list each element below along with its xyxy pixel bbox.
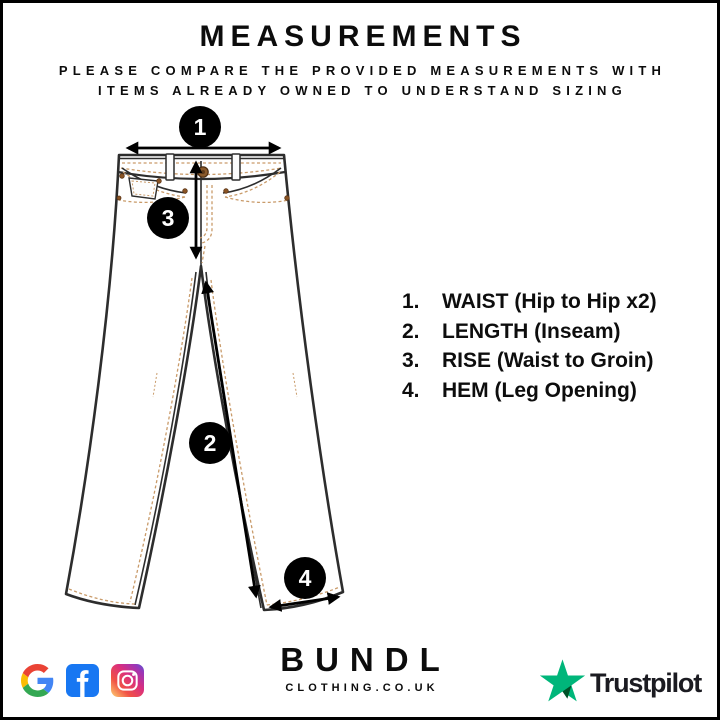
- marker-length-number: 2: [203, 429, 217, 456]
- trustpilot-star-icon: [540, 658, 585, 708]
- legend-number: 4.: [402, 378, 420, 402]
- subtitle-line-1: PLEASE COMPARE THE PROVIDED MEASUREMENTS WITH: [58, 63, 667, 78]
- marker-waist-number: 1: [193, 113, 207, 140]
- marker-waist: [179, 106, 221, 148]
- legend-label: RISE (Waist to Groin): [442, 349, 654, 373]
- marker-rise: [147, 197, 189, 239]
- legend-number: 1.: [402, 290, 420, 313]
- measurement-legend: [402, 287, 657, 405]
- trustpilot-logo[interactable]: [540, 658, 701, 708]
- marker-length: [189, 422, 231, 464]
- legend-label: LENGTH (Inseam): [442, 319, 621, 343]
- legend-number: 2.: [402, 319, 420, 343]
- marker-hem: [284, 557, 326, 599]
- marker-hem-number: 4: [298, 564, 312, 591]
- header: [0, 0, 720, 101]
- brand-name: BUNDL: [280, 641, 451, 678]
- legend-item-length: [402, 317, 657, 347]
- legend-number: 3.: [402, 349, 420, 373]
- brand-tagline: CLOTHING.CO.UK: [285, 682, 439, 694]
- legend-item-rise: [402, 346, 657, 376]
- page-title: MEASUREMENTS: [199, 20, 527, 53]
- legend-label: WAIST (Hip to Hip x2): [442, 290, 657, 313]
- legend-item-hem: [402, 376, 657, 406]
- jeans-measurement-diagram: [55, 105, 395, 625]
- legend-label: HEM (Leg Opening): [442, 378, 637, 402]
- jeans-illustration: [55, 105, 395, 625]
- trustpilot-wordmark: Trustpilot: [590, 667, 701, 698]
- marker-rise-number: 3: [161, 204, 175, 231]
- subtitle-line-2: ITEMS ALREADY OWNED TO UNDERSTAND SIZING: [98, 83, 627, 98]
- legend-item-waist: [402, 287, 657, 317]
- subtitle: [0, 61, 720, 101]
